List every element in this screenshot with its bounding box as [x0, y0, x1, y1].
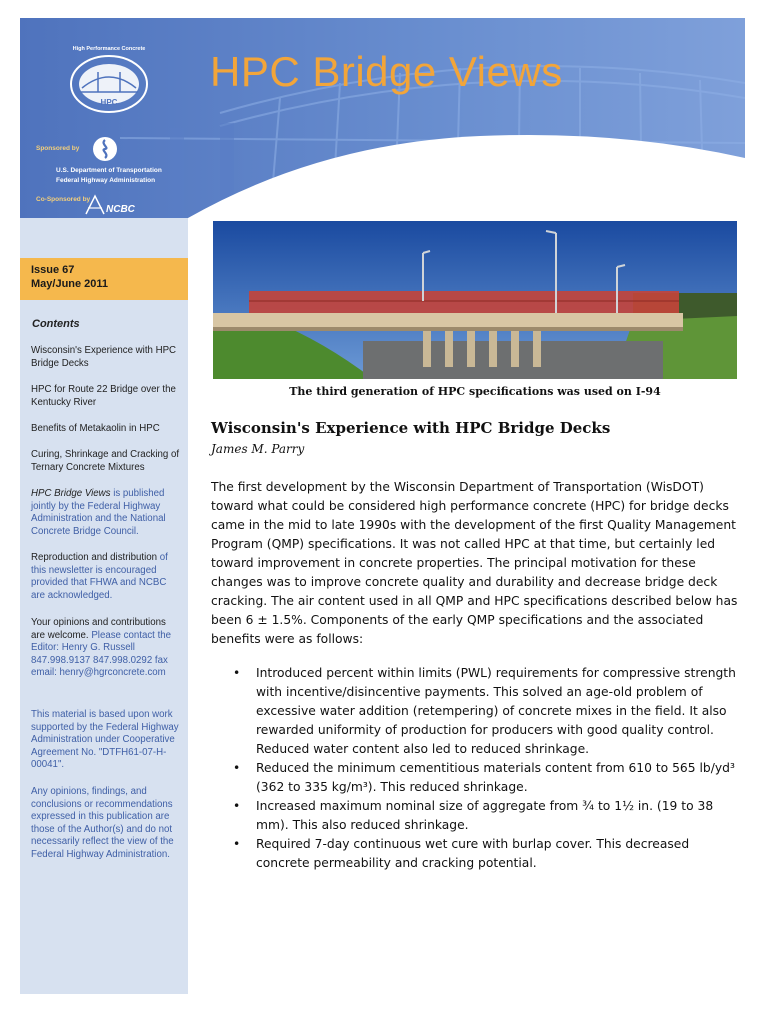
- contents-heading: Contents: [32, 318, 80, 330]
- issue-box: [20, 258, 188, 300]
- article-author: James M. Parry: [211, 442, 305, 456]
- cosponsored-label: Co-Sponsored by: [36, 196, 91, 203]
- list-item: [233, 759, 743, 797]
- list-item: [233, 664, 743, 759]
- contact-note: [31, 617, 181, 680]
- list-item-text: Required 7-day continuous wet cure with burlap cover. This decreased concrete permeability and cracking potential.: [256, 837, 690, 870]
- newsletter-name: HPC Bridge Views: [31, 488, 111, 499]
- dot-icon: [92, 136, 118, 162]
- contact-text: Please contact the Editor: Henry G. Russell 847.998.9137 847.998.0292 fax email: henry@hgrconcrete.com: [31, 629, 172, 678]
- sponsored-label: Sponsored by: [36, 145, 80, 152]
- masthead-title: HPC Bridge Views: [210, 48, 563, 95]
- ncbc-name: NCBC: [106, 204, 135, 215]
- contents-item[interactable]: Benefits of Metakaolin in HPC: [31, 423, 160, 434]
- bullet-icon: •: [233, 837, 241, 851]
- sponsor-line-2: Federal Highway Administration: [56, 177, 156, 184]
- reproduction-note: [31, 552, 181, 602]
- bullet-icon: •: [233, 761, 241, 775]
- list-item-text: Introduced percent within limits (PWL) requirements for compressive strength with incentive/disincentive payments. This solved an age-old problem of excessive water addition (retempering) of concrete mixes in the field. It also rewarded uniformity of production for producers with good quality control. Reduced water content also led to reduced shrinkage.: [256, 666, 736, 756]
- sponsor-line-1: U.S. Department of Transportation: [56, 167, 162, 174]
- issue-date: May/June 2011: [31, 278, 109, 290]
- list-item: [233, 835, 743, 873]
- funding-note: This material is based upon work supported by the Federal Highway Administration under Cooperative Agreement No. "DTFH61-07-H-00041".: [31, 709, 179, 770]
- article-title: Wisconsin's Experience with HPC Bridge Decks: [211, 419, 611, 437]
- publish-text: is published jointly by the Federal Highway Administration and the National Concrete Bridge Council.: [31, 488, 166, 537]
- logo-ring-text: High Performance Concrete: [72, 46, 146, 52]
- bullet-icon: •: [233, 666, 241, 680]
- reproduction-lead: Reproduction and distribution: [31, 552, 158, 563]
- publish-note: [31, 488, 181, 538]
- reproduction-text: of this newsletter is encouraged provided that FHWA and NCBC are acknowledged.: [31, 552, 168, 601]
- contents-item[interactable]: Curing, Shrinkage and Cracking of Ternary Concrete Mixtures: [31, 449, 180, 473]
- contents-item[interactable]: HPC for Route 22 Bridge over the Kentucky River: [31, 384, 176, 408]
- contact-lead: Your opinions and contributions are welcome.: [31, 617, 166, 641]
- masthead: [20, 18, 745, 218]
- benefits-list: [233, 664, 743, 873]
- issue-number: Issue 67: [31, 264, 75, 276]
- list-item-text: Reduced the minimum cementitious materials content from 610 to 565 lb/yd³ (362 to 335 kg/m³). This reduced shrinkage.: [256, 761, 735, 794]
- article-intro: The first development by the Wisconsin Department of Transportation (WisDOT) toward what could be considered high performance concrete (HPC) for bridge decks came in the mid to late 1990s with the development of the first Quality Management Program (QMP) specifications. It was not called HPC at that time, but certainly led toward improvement in concrete properties. The principal motivation for these changes was to improve concrete quality and durability and decrease bridge deck cracking. The air content used in all QMP and HPC specifications described below has been 6 ± 1.5%. Components of the early QMP specifications and the associated benefits were as follows:: [211, 480, 738, 646]
- photo-caption: The third generation of HPC specifications was used on I-94: [289, 385, 661, 398]
- list-item-text: Increased maximum nominal size of aggregate from ¾ to 1½ in. (19 to 38 mm). This also reduced shrinkage.: [256, 799, 714, 832]
- contents-item[interactable]: Wisconsin's Experience with HPC Bridge Decks: [31, 345, 177, 369]
- list-item: [233, 797, 743, 835]
- ncbc-logo-icon: [84, 194, 106, 216]
- bullet-icon: •: [233, 799, 241, 813]
- logo-text: HPC: [100, 98, 118, 107]
- disclaimer-note: Any opinions, findings, and conclusions or recommendations expressed in this publication are those of the Author(s) and do not necessarily reflect the view of the Federal Highway Administration.: [31, 786, 174, 860]
- bridge-photo: [213, 221, 737, 379]
- sidebar: [20, 218, 188, 994]
- hpc-logo: [68, 48, 150, 116]
